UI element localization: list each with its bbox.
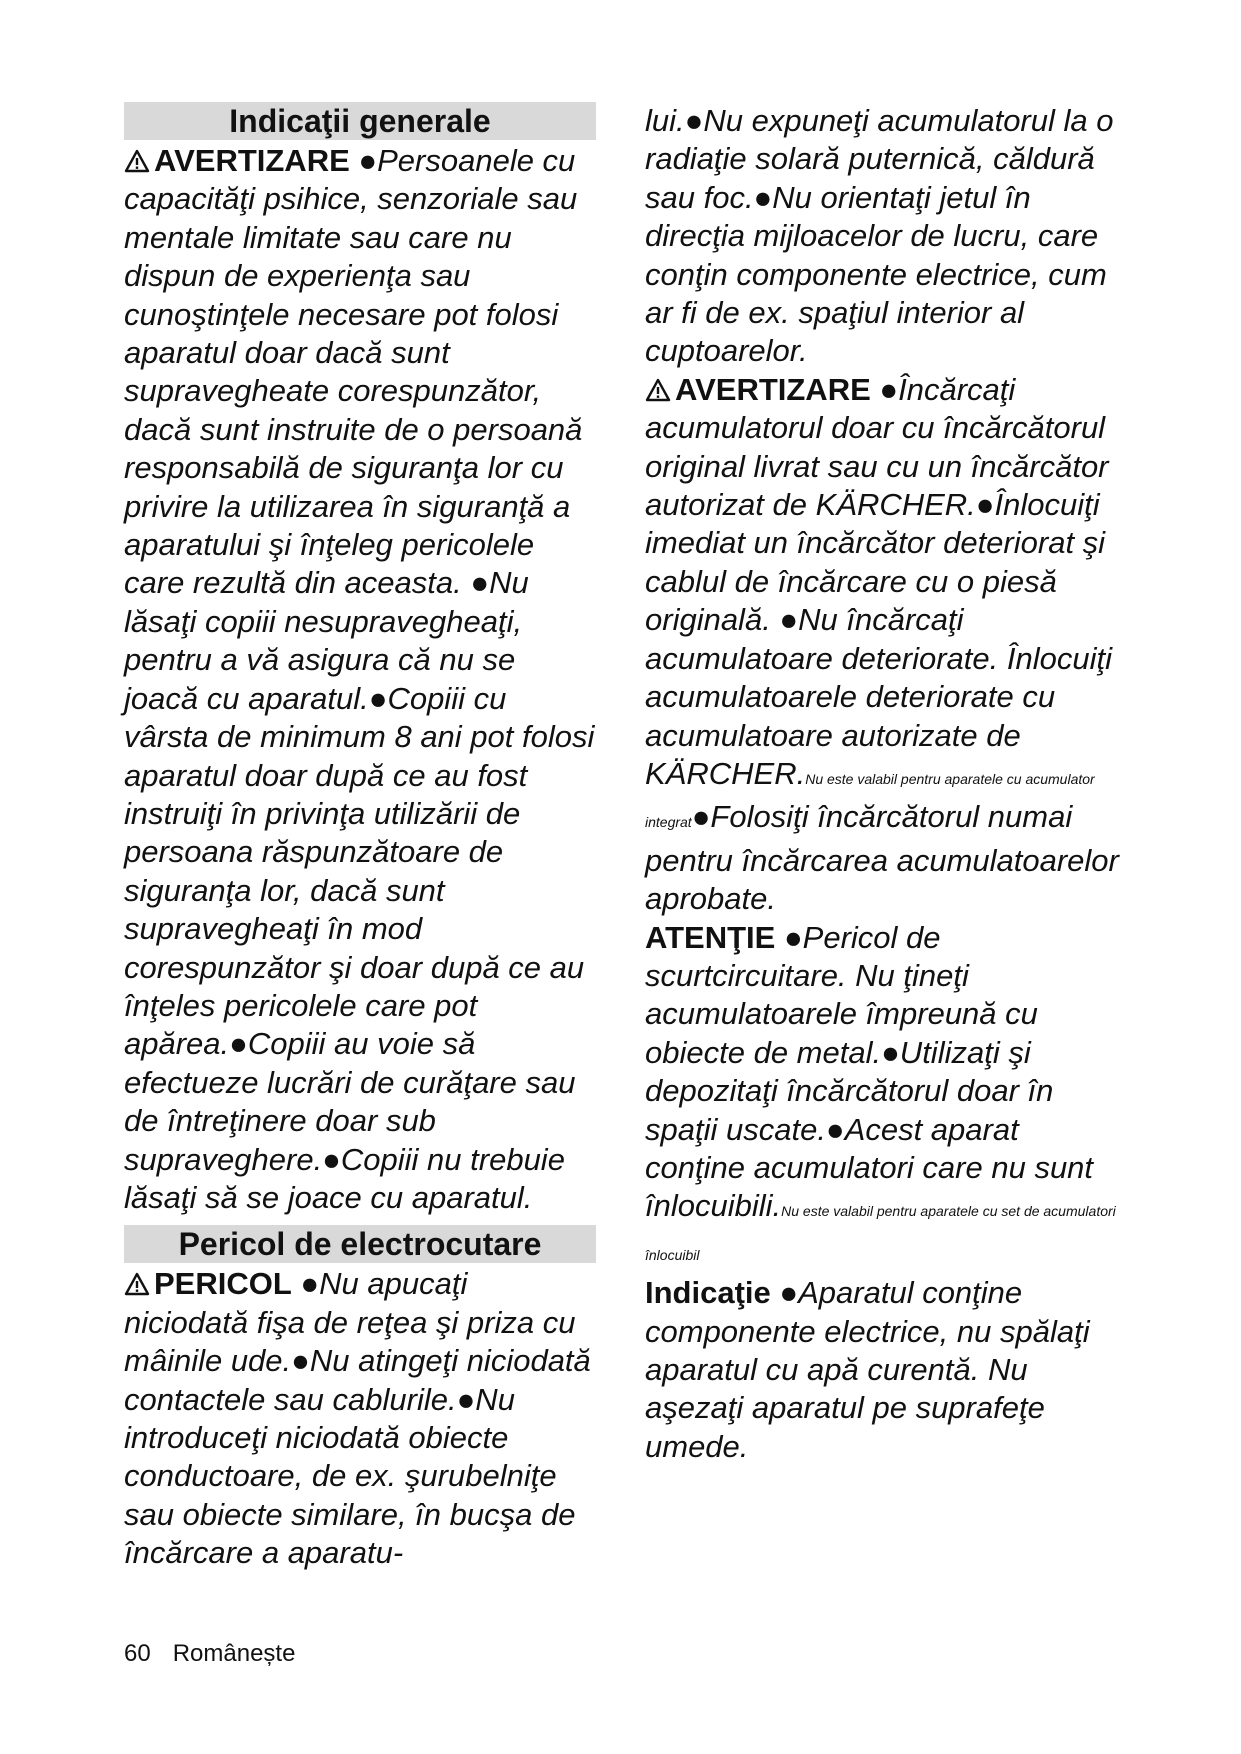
page-footer [124,1640,317,1668]
small-note: Nu este valabil pentru aparatele cu set de acumulatori înlocuibil [645,1203,1116,1263]
warning-label: AVERTIZARE [645,372,871,407]
warning-triangle-icon [124,1272,150,1296]
warning-charger-text: ●Încărcaţi acumulatorul doar cu încărcătorul original livrat sau cu un încărcător autorizat de KÄRCHER.●Înlocuiţi imediat un încărcător deteriorat şi cablul de încărcare cu o piesă originală. ●Nu încărcaţi acumulatoare deteriorate. Înlocuiţi acumulatoarele deteriorate cu acumulatoare autorizate de KÄRCHER. [645,371,1112,791]
paragraph-warning-general [124,142,596,1217]
warning-charger-text-2: ●Folosiţi încărcătorul numai pentru încărcarea acumulatoarelor aprobate. [645,799,1119,917]
small-note: Nu este valabil pentru aparatele cu acumulator integrat [645,770,1095,831]
page-number: 60 [124,1640,151,1667]
warning-label: AVERTIZARE [124,143,350,178]
left-column [124,102,596,1573]
paragraph-note [645,1274,1127,1466]
paragraph-warning-charger [645,371,1127,919]
section-title-electrocution: Pericol de electrocutare [124,1225,596,1263]
caution-text: ●Pericol de scurtcircuitare. Nu ţineţi acumulatoarele împreună cu obiecte de metal.●Utilizaţi şi depozitaţi încărcătorul doar în spaţii uscate.●Acest aparat conţine acumulatori care nu sunt înlocuibili. [645,919,1094,1224]
right-column [645,102,1127,1466]
note-label: Indicaţie [645,1275,771,1311]
warning-triangle-icon [645,378,671,402]
warning-triangle-icon [124,149,150,173]
caution-label: ATENŢIE [645,919,776,955]
section-title-general: Indicaţii generale [124,102,596,140]
paragraph-danger [124,1265,596,1572]
footer-language: Românește [172,1640,296,1667]
warning-text: ●Persoanele cu capacităţi psihice, senzoriale sau mentale limitate sau care nu dispun de experienţa sau cunoştinţele necesare pot folosi aparatul doar dacă sunt supravegheate corespunzător, dacă sunt instruite de o persoană responsabilă de siguranţa lor cu privire la utilizarea în siguranţă a aparatului şi înţeleg pericolele care rezultă din aceasta. ●Nu lăsaţi copiii nesupravegheaţi, pentru a vă asigura că nu se joacă cu aparatul.●Copiii cu vârsta de minimum 8 ani pot folosi aparatul doar după ce au fost instruiţi în privinţa utilizării de persoana răspunzătoare de siguranţa lor, dacă sunt supravegheaţi în mod corespunzător şi doar după ce au înţeles pericolele care pot apărea.●Copiii au voie să efectueze lucrări de curăţare sau de întreţinere doar sub supraveghere.●Copiii nu trebuie lăsaţi să se joace cu aparatul. [124,143,595,1215]
paragraph-continued: lui.●Nu expuneţi acumulatorul la o radiaţie solară puternică, căldură sau foc.●Nu orientaţi jetul în direcţia mijloacelor de lucru, care conţin componente electrice, cum ar fi de ex. spaţiul interior al cuptoarelor. [645,103,1114,369]
danger-text: ●Nu apucaţi niciodată fişa de reţea şi priza cu mâinile ude.●Nu atingeţi niciodată contactele sau cablurile.●Nu introduceţi niciodată obiecte conductoare, de ex. şurubelniţe sau obiecte similare, în bucşa de încărcare a aparatu- [124,1266,591,1571]
note-text: ●Aparatul conţine componente electrice, nu spălaţi aparatul cu apă curentă. Nu aşezaţi aparatul pe suprafeţe umede. [645,1275,1090,1464]
paragraph-caution [645,919,1127,1275]
danger-label: PERICOL [124,1266,292,1301]
